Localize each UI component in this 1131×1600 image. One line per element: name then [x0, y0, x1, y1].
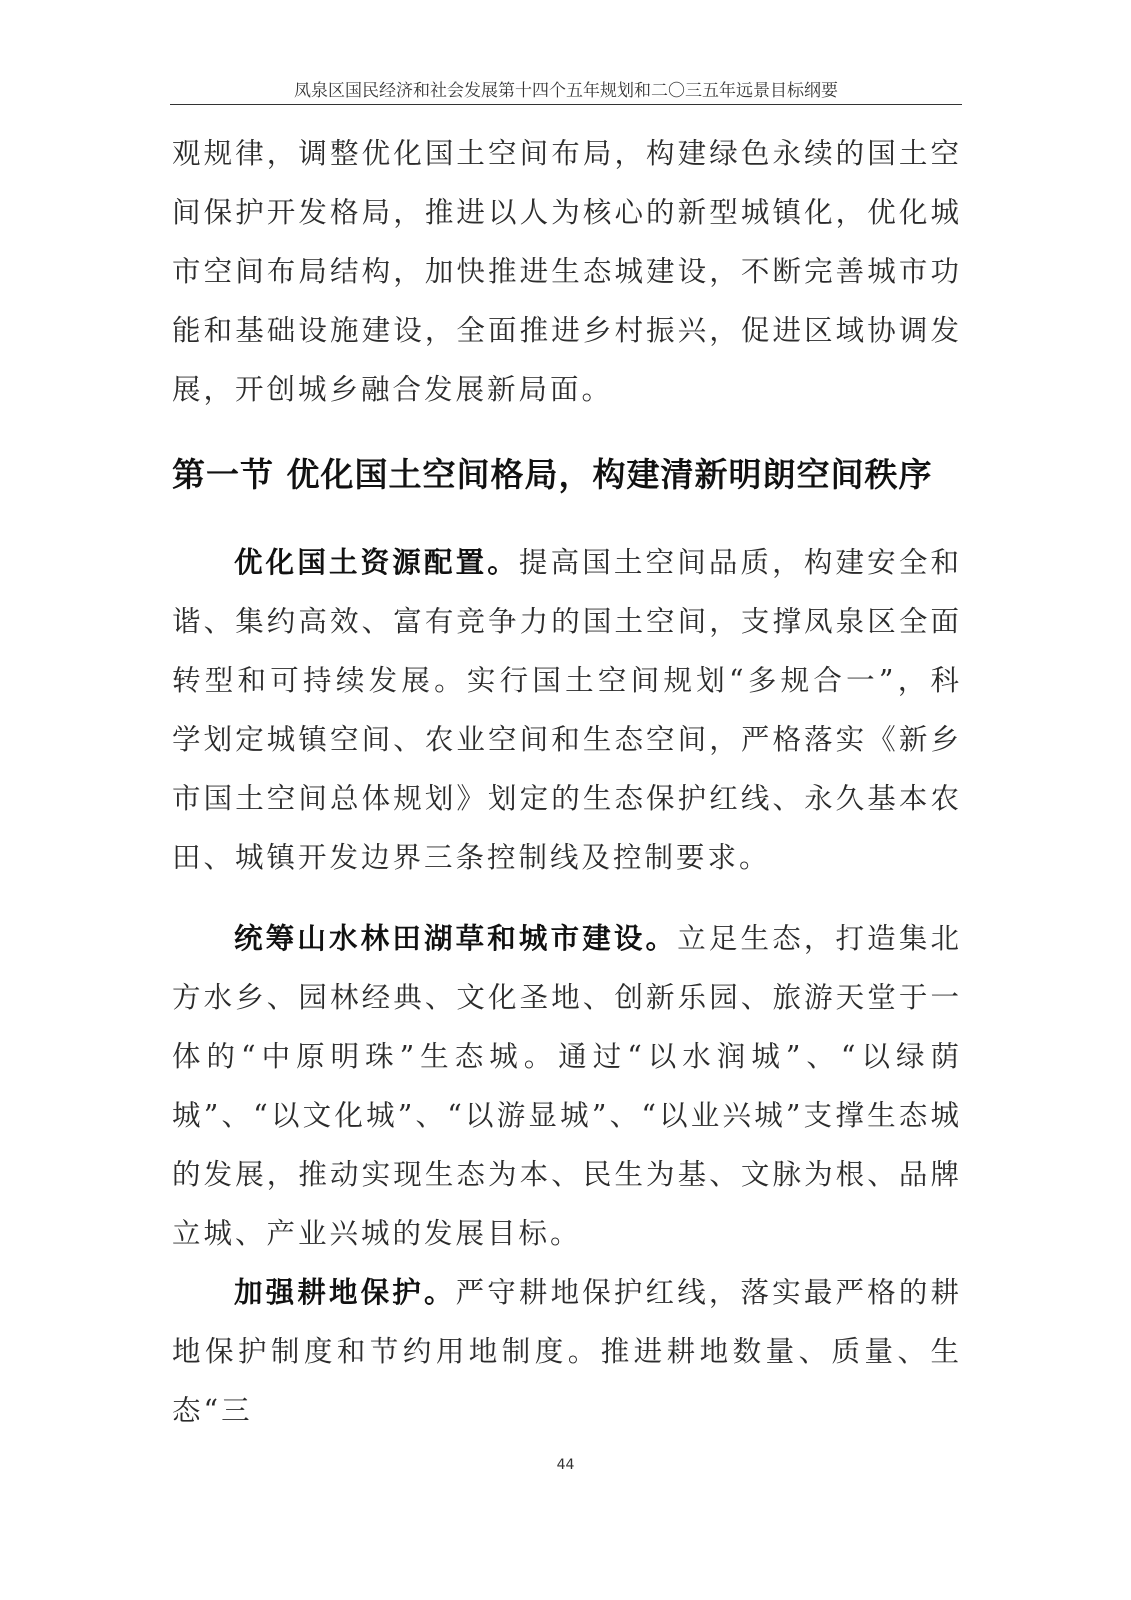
paragraph-body: 严守耕地保护红线，落实最严格的耕地保护制度和节约用地制度。推进耕地数量、质量、生态“三: [172, 1276, 962, 1427]
paragraph-gap: [172, 887, 962, 909]
paragraph-ecosystem-planning: [172, 909, 962, 1263]
header-rule: [170, 104, 962, 105]
paragraph-lead: 优化国土资源配置。: [234, 545, 519, 579]
paragraph-lead: 统筹山水林田湖草和城市建设。: [234, 921, 678, 955]
section-heading: 第一节 优化国土空间格局，构建清新明朗空间秩序: [172, 455, 933, 494]
paragraph-lead: 加强耕地保护。: [234, 1275, 456, 1309]
page-number: 44: [556, 1457, 575, 1473]
running-header: 凤泉区国民经济和社会发展第十四个五年规划和二〇三五年远景目标纲要: [294, 81, 838, 101]
paragraph-body: 提高国土空间品质，构建安全和谐、集约高效、富有竞争力的国土空间，支撑凤泉区全面转型和可持续发展。实行国土空间规划“多规合一”，科学划定城镇空间、农业空间和生态空间，严格落实《新乡市国土空间总体规划》划定的生态保护红线、永久基本农田、城镇开发边界三条控制线及控制要求。: [172, 546, 962, 874]
intro-paragraph: 观规律，调整优化国土空间布局，构建绿色永续的国土空间保护开发格局，推进以人为核心的新型城镇化，优化城市空间布局结构，加快推进生态城建设，不断完善城市功能和基础设施建设，全面推进乡村振兴，促进区域协调发展，开创城乡融合发展新局面。: [172, 137, 962, 406]
paragraph-farmland-protection: [172, 1263, 962, 1440]
body-text: [172, 124, 962, 1440]
paragraph-body: 立足生态，打造集北方水乡、园林经典、文化圣地、创新乐园、旅游天堂于一体的“中原明珠”生态城。通过“以水润城”、“以绿荫城”、“以文化城”、“以游显城”、“以业兴城”支撑生态城的发展，推动实现生态为本、民生为基、文脉为根、品牌立城、产业兴城的发展目标。: [172, 922, 962, 1250]
paragraph-land-resources: [172, 533, 962, 887]
